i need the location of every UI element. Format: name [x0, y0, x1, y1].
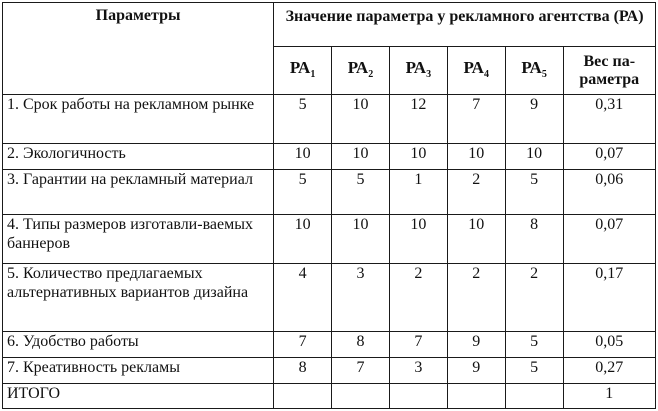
- parameter-weight: 0,17: [563, 263, 655, 331]
- parameter-name: 4. Типы размеров изготавли-ваемых баннеров: [3, 215, 274, 264]
- agency-value: 2: [389, 263, 447, 331]
- agency-value: 5: [505, 169, 563, 215]
- agency-value: 12: [389, 95, 447, 144]
- table-row: [3, 358, 656, 384]
- agency-value: 8: [332, 332, 390, 358]
- empty-cell: [447, 384, 505, 409]
- total-label: ИТОГО: [3, 384, 274, 409]
- parameter-weight: 0,06: [563, 169, 655, 215]
- agency-value: 10: [274, 143, 332, 169]
- agency-comparison-table: [2, 2, 656, 409]
- empty-cell: [332, 384, 390, 409]
- agency-value: 5: [274, 95, 332, 144]
- parameter-name: 5. Количество предлагаемых альтернативных вариантов дизайна: [3, 263, 274, 331]
- table-row: [3, 215, 656, 264]
- agency-value: 5: [505, 358, 563, 384]
- agency-value: 2: [505, 263, 563, 331]
- agency-column-header: $РА_4$: [447, 47, 505, 95]
- parameter-weight: 0,07: [563, 143, 655, 169]
- table-row: [3, 263, 656, 331]
- agency-value: 2: [447, 169, 505, 215]
- agency-value: 10: [332, 143, 390, 169]
- agency-column-header: $РА_1$: [274, 47, 332, 95]
- table-row: [3, 143, 656, 169]
- agency-column-header: $РА_5$: [505, 47, 563, 95]
- parameters-column-header: Параметры: [3, 3, 274, 95]
- parameter-name: 3. Гарантии на рекламный материал: [3, 169, 274, 215]
- agency-value: 9: [447, 332, 505, 358]
- parameter-name: 1. Срок работы на рекламном рынке: [3, 95, 274, 144]
- agency-value: 3: [332, 263, 390, 331]
- parameter-name: 2. Экологичность: [3, 143, 274, 169]
- agency-value: 10: [389, 143, 447, 169]
- total-row: [3, 384, 656, 409]
- header-row-top: [3, 3, 656, 47]
- agency-value: 7: [332, 358, 390, 384]
- agency-value: 10: [505, 143, 563, 169]
- agency-value: 8: [274, 358, 332, 384]
- agency-value: 10: [447, 215, 505, 264]
- agency-column-header: $РА_3$: [389, 47, 447, 95]
- parameter-weight: 0,05: [563, 332, 655, 358]
- empty-cell: [274, 384, 332, 409]
- agency-value: 5: [332, 169, 390, 215]
- table-row: [3, 332, 656, 358]
- table-row: [3, 169, 656, 215]
- parameter-weight: 0,07: [563, 215, 655, 264]
- agency-value: 10: [332, 95, 390, 144]
- parameter-weight: 0,27: [563, 358, 655, 384]
- agency-value: 10: [274, 215, 332, 264]
- agency-value: 10: [447, 143, 505, 169]
- agency-value: 3: [389, 358, 447, 384]
- agency-value: 5: [274, 169, 332, 215]
- agency-value: 1: [389, 169, 447, 215]
- agency-value: 10: [389, 215, 447, 264]
- weight-column-header: Вес па- раметра: [563, 47, 655, 95]
- total-weight: 1: [563, 384, 655, 409]
- agency-value: 10: [332, 215, 390, 264]
- agency-column-header: $РА_2$: [332, 47, 390, 95]
- agency-value: 9: [505, 95, 563, 144]
- parameter-weight: 0,31: [563, 95, 655, 144]
- agency-value: 7: [389, 332, 447, 358]
- agency-value: 7: [447, 95, 505, 144]
- table-row: [3, 95, 656, 144]
- agency-value: 8: [505, 215, 563, 264]
- agency-value: 2: [447, 263, 505, 331]
- empty-cell: [505, 384, 563, 409]
- parameter-name: 7. Креативность рекламы: [3, 358, 274, 384]
- agency-value: 7: [274, 332, 332, 358]
- agency-values-group-header: Значение параметра у рекламного агентства (РА): [274, 3, 656, 47]
- agency-value: 4: [274, 263, 332, 331]
- agency-value: 9: [447, 358, 505, 384]
- empty-cell: [389, 384, 447, 409]
- agency-value: 5: [505, 332, 563, 358]
- parameter-name: 6. Удобство работы: [3, 332, 274, 358]
